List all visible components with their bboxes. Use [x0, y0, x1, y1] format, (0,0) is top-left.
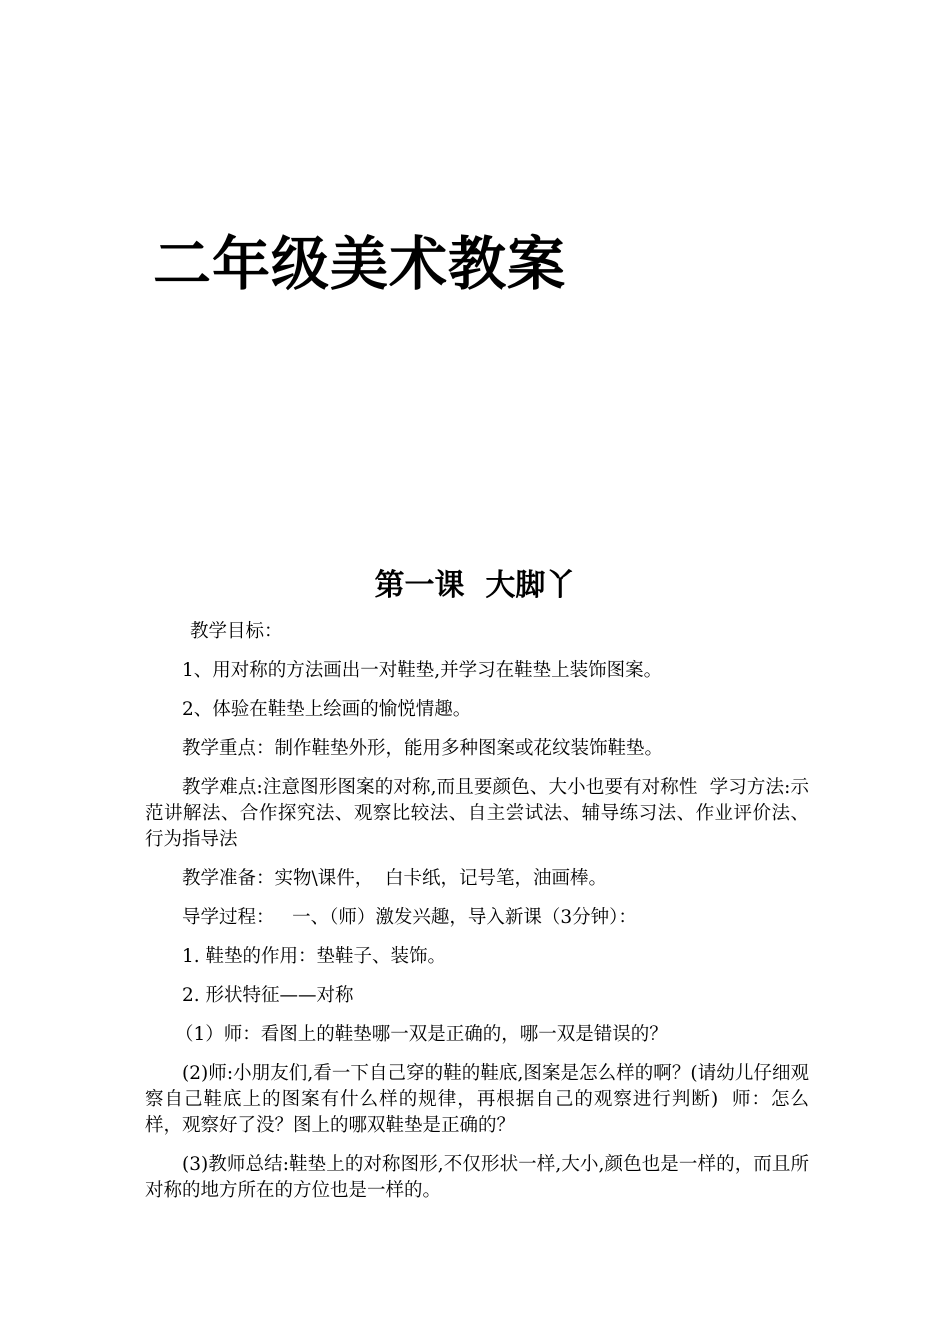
paragraph-question-2: (2)师:小朋友们,看一下自己穿的鞋的鞋底,图案是怎么样的啊？(请幼儿仔细观察自己鞋底上的图案有什么样的规律，再根据自己的观察进行判断) 师：怎么样，观察好了没？图上的哪双鞋垫是正确的？: [145, 1063, 809, 1136]
lesson-title: 第一课 大脚丫: [374, 568, 576, 603]
paragraph-step-1: 1. 鞋垫的作用：垫鞋子、装饰。: [182, 946, 447, 967]
paragraph-process-intro: 导学过程： 一、（师）激发兴趣，导入新课（3分钟）：: [182, 907, 637, 928]
paragraph-step-2: 2. 形状特征——对称: [182, 985, 354, 1006]
paragraph-key-points: 教学重点：制作鞋垫外形，能用多种图案或花纹装饰鞋垫。: [182, 738, 664, 759]
paragraph-objective-1: 1、用对称的方法画出一对鞋垫,并学习在鞋垫上装饰图案。: [182, 660, 663, 681]
document-title: 二年级美术教案: [153, 230, 567, 298]
paragraph-difficulties-and-methods: 教学难点:注意图形图案的对称,而且要颜色、大小也要有对称性 学习方法:示范讲解法、合作探究法、观察比较法、自主尝试法、辅导练习法、作业评价法、行为指导法: [145, 777, 809, 850]
paragraph-preparation: 教学准备：实物\课件， 白卡纸，记号笔，油画棒。: [182, 868, 607, 889]
lesson-body: [145, 619, 809, 1217]
paragraph-question-1: （1）师：看图上的鞋垫哪一双是正确的，哪一双是错误的？: [175, 1024, 668, 1045]
paragraph-teaching-objectives-heading: 教学目标：: [190, 621, 283, 642]
paragraph-summary: (3)教师总结:鞋垫上的对称图形,不仅形状一样,大小,颜色也是一样的，而且所对称的地方所在的方位也是一样的。: [145, 1154, 809, 1201]
paragraph-objective-2: 2、体验在鞋垫上绘画的愉悦情趣。: [182, 699, 472, 720]
